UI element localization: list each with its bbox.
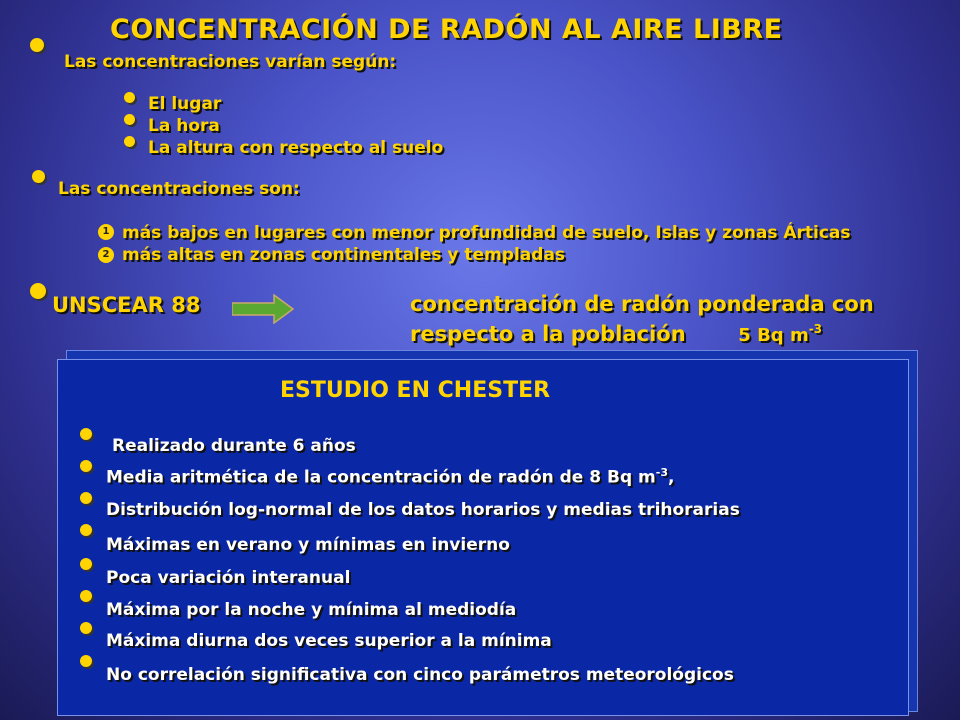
section1-heading: Las concentraciones varían según: xyxy=(64,52,397,72)
bullet-icon xyxy=(80,655,92,667)
unscear-exp: -3 xyxy=(808,322,823,336)
section1-item: La hora xyxy=(148,116,220,136)
bullet-icon xyxy=(80,460,92,472)
panel-item-text: Media aritmética de la concentración de radón de 8 Bq m xyxy=(106,467,656,488)
panel-item: No correlación significativa con cinco parámetros meteorológicos xyxy=(106,665,734,685)
unscear-value: 5 Bq m xyxy=(738,325,809,346)
bullet-icon xyxy=(80,558,92,570)
number-badge-icon: 2 xyxy=(98,247,114,263)
panel-item: Distribución log-normal de los datos horarios y medias trihorarias xyxy=(106,500,740,520)
bullet-icon xyxy=(80,622,92,634)
bullet-icon xyxy=(124,114,135,125)
bullet-icon xyxy=(30,283,46,299)
unscear-line2 xyxy=(410,322,822,346)
unscear-line2-text: respecto a la población xyxy=(410,322,686,346)
unscear-line1: concentración de radón ponderada con xyxy=(410,292,874,316)
bullet-icon xyxy=(80,428,92,440)
bullet-icon xyxy=(80,524,92,536)
panel-item: Máxima diurna dos veces superior a la mínima xyxy=(106,631,552,651)
panel-title: ESTUDIO EN CHESTER xyxy=(280,378,551,403)
panel-item: Realizado durante 6 años xyxy=(112,436,356,456)
panel-item xyxy=(106,466,674,488)
panel-item-exp: -3 xyxy=(655,466,668,479)
bullet-icon xyxy=(124,136,135,147)
arrow-right-icon xyxy=(232,294,294,324)
panel-item-suffix: , xyxy=(668,467,675,488)
section2-item: más altas en zonas continentales y templadas xyxy=(122,245,566,265)
bullet-icon xyxy=(30,38,44,52)
bullet-icon xyxy=(80,590,92,602)
panel-item: Poca variación interanual xyxy=(106,568,351,588)
number-badge-icon: 1 xyxy=(98,224,114,240)
slide-title: CONCENTRACIÓN DE RADÓN AL AIRE LIBRE xyxy=(110,14,783,45)
bullet-icon xyxy=(124,92,135,103)
section2-heading: Las concentraciones son: xyxy=(58,179,300,199)
bullet-icon xyxy=(80,492,92,504)
section1-item: La altura con respecto al suelo xyxy=(148,138,444,158)
section1-item: El lugar xyxy=(148,94,222,114)
panel-item: Máxima por la noche y mínima al mediodía xyxy=(106,600,517,620)
panel-item: Máximas en verano y mínimas en invierno xyxy=(106,535,510,555)
bullet-icon xyxy=(32,170,45,183)
unscear-label: UNSCEAR 88 xyxy=(52,293,201,317)
section2-item: más bajos en lugares con menor profundidad de suelo, Islas y zonas Árticas xyxy=(122,223,851,243)
